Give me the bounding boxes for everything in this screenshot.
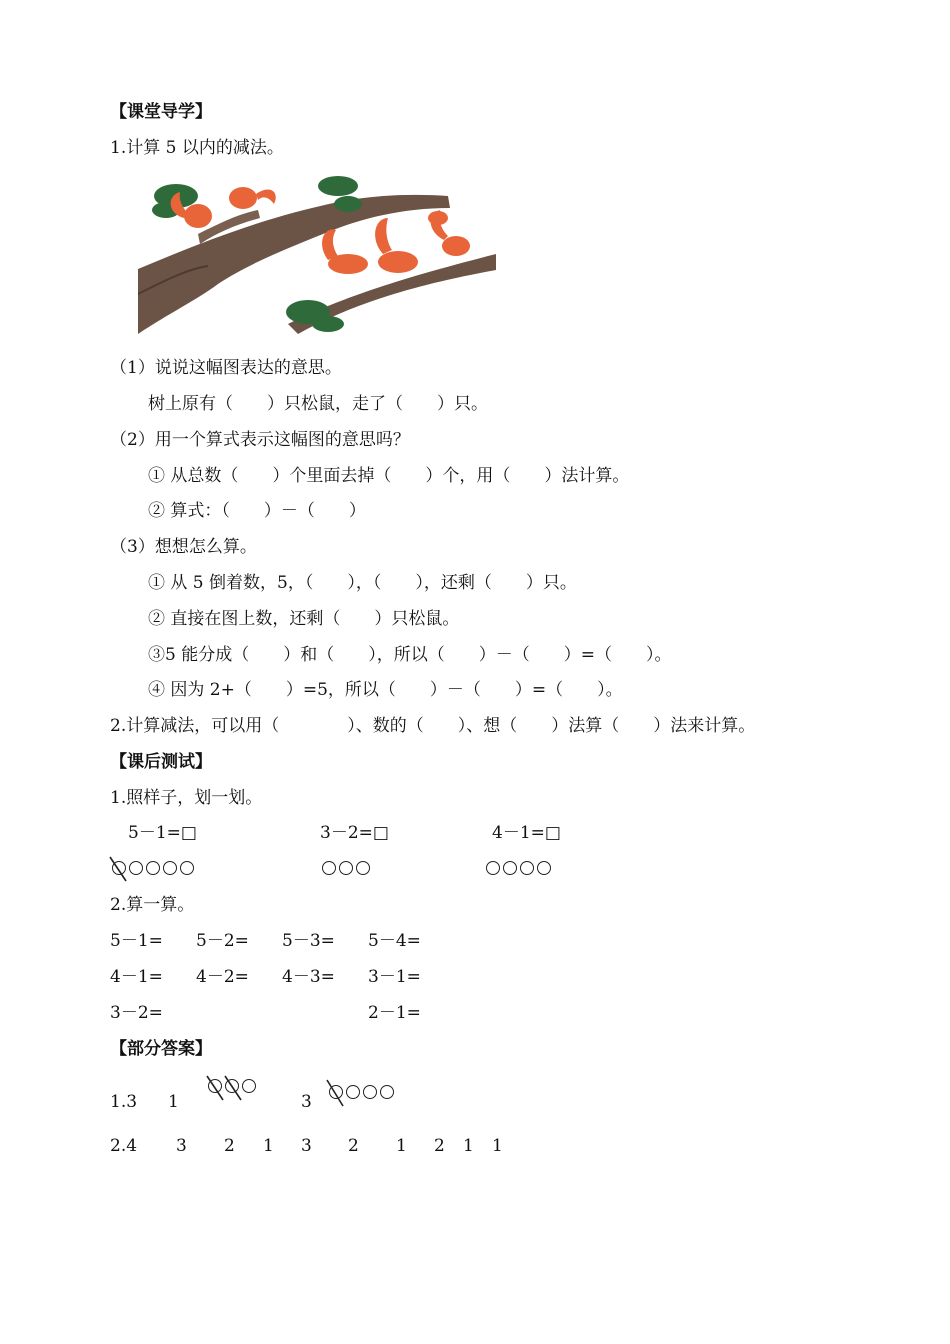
- section-heading-guide: 【课堂导学】: [110, 102, 212, 122]
- sub-question-3-a: ① 从 5 倒着数，5，（ ），（ ），还剩（ ）只。: [148, 573, 577, 593]
- answer-2-item: 3: [301, 1136, 312, 1156]
- calc-item: 3－1=: [368, 967, 421, 987]
- circle: [346, 1085, 360, 1099]
- sub-question-3-b: ② 直接在图上数，还剩（ ）只松鼠。: [148, 609, 460, 629]
- question-2: 2.计算减法，可以用（ ）、数的（ ）、想（ ）法算（ ）法来计算。: [110, 716, 756, 736]
- answer-1-value: 3: [301, 1092, 312, 1112]
- circle: [537, 861, 551, 875]
- sub-question-2: （2）用一个算式表示这幅图的意思吗？: [110, 430, 410, 450]
- calc-item: 5－4=: [368, 931, 421, 951]
- calc-item: 5－2=: [196, 931, 249, 951]
- circle: [520, 861, 534, 875]
- answer-2-item: 2: [348, 1136, 359, 1156]
- answer-1-value: 1: [168, 1092, 179, 1112]
- circle: [503, 861, 517, 875]
- circle: [322, 861, 336, 875]
- answer-2-item: 2.4: [110, 1136, 138, 1156]
- answer-2-item: 3: [176, 1136, 187, 1156]
- circle: [180, 861, 194, 875]
- test-equation-1: 5－1=□: [128, 823, 197, 843]
- sub-question-1: （1）说说这幅图表达的意思。: [110, 358, 342, 378]
- circle: [339, 861, 353, 875]
- sub-question-3-c: ③5 能分成（ ）和（ ），所以（ ）－（ ）=（ ）。: [148, 645, 672, 665]
- section-heading-test: 【课后测试】: [110, 752, 212, 772]
- sub-question-1-blank: 树上原有（ ）只松鼠，走了（ ）只。: [148, 394, 488, 414]
- calc-item: 4－2=: [196, 967, 249, 987]
- calc-item: 5－1=: [110, 931, 163, 951]
- test-equation-3: 4－1=□: [492, 823, 561, 843]
- squirrels-on-tree-illustration: [138, 174, 498, 339]
- answer-2-item: 1: [463, 1136, 474, 1156]
- section-heading-answers: 【部分答案】: [110, 1039, 212, 1059]
- circle: [129, 861, 143, 875]
- circle: [163, 861, 177, 875]
- calc-item: 3－2=: [110, 1003, 163, 1023]
- calc-item: 4－3=: [282, 967, 335, 987]
- calc-item: 5－3=: [282, 931, 335, 951]
- calc-item: 4－1=: [110, 967, 163, 987]
- sub-question-2-b: ② 算式：（ ）－（ ）: [148, 501, 366, 521]
- answer-1-label: 1.3: [110, 1092, 138, 1112]
- answer-2-item: 1: [492, 1136, 503, 1156]
- test-question-1: 1.照样子，划一划。: [110, 788, 263, 808]
- sub-question-3: （3）想想怎么算。: [110, 537, 257, 557]
- answer-2-item: 2: [434, 1136, 445, 1156]
- circle: [486, 861, 500, 875]
- test-equation-2: 3－2=□: [320, 823, 389, 843]
- answer-2-item: 1: [263, 1136, 274, 1156]
- strike-mark: [221, 1073, 245, 1103]
- strike-mark: [323, 1077, 347, 1109]
- circle-group-2: [322, 861, 370, 875]
- sub-question-2-a: ① 从总数（ ）个里面去掉（ ）个，用（ ）法计算。: [148, 466, 630, 486]
- circle: [363, 1085, 377, 1099]
- calc-item: 2－1=: [368, 1003, 421, 1023]
- circle: [146, 861, 160, 875]
- answer-2-item: 2: [224, 1136, 235, 1156]
- strike-mark: [106, 854, 130, 884]
- question-1: 1.计算 5 以内的减法。: [110, 138, 284, 158]
- test-question-2: 2.算一算。: [110, 895, 195, 915]
- circle: [356, 861, 370, 875]
- sub-question-3-d: ④ 因为 2+（ ）=5，所以（ ）－（ ）=（ ）。: [148, 680, 623, 700]
- answer-2-item: 1: [396, 1136, 407, 1156]
- circle: [380, 1085, 394, 1099]
- circle-group-3: [486, 861, 551, 875]
